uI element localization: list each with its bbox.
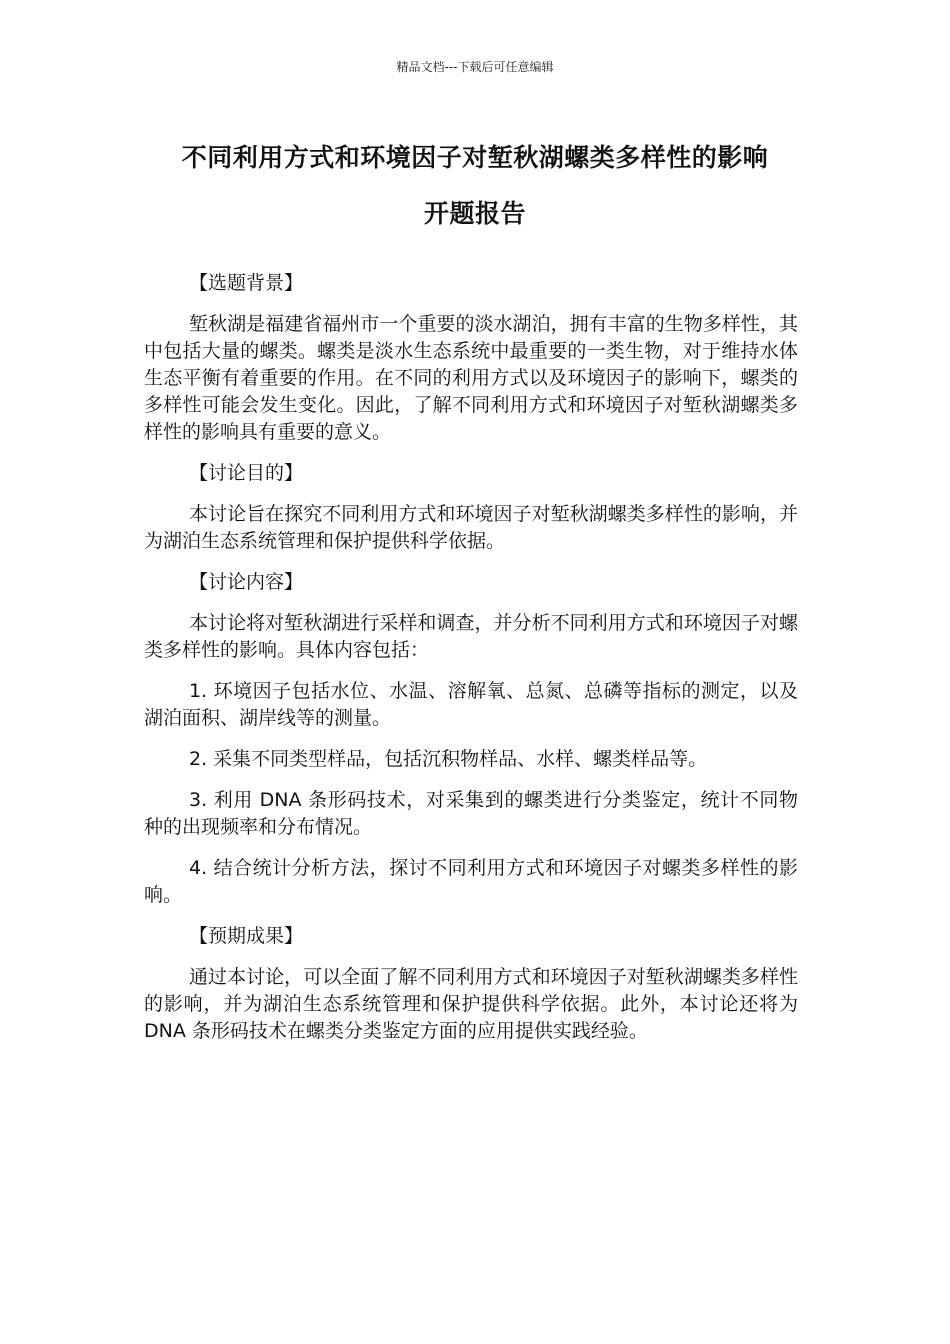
- list-item: 2. 采集不同类型样品，包括沉积物样品、水样、螺类样品等。: [189, 748, 708, 770]
- list-item: 4. 结合统计分析方法，探讨不同利用方式和环境因子对螺类多样性的影响。: [144, 857, 798, 906]
- section-heading-expected: 【预期成果】: [189, 925, 304, 947]
- section-heading-content: 【讨论内容】: [189, 571, 304, 593]
- paragraph-content-intro: 本讨论将对堑秋湖进行采样和调查，并分析不同利用方式和环境因子对螺类多样性的影响。具体内容包括：: [144, 612, 798, 661]
- document-body: [144, 270, 798, 1045]
- paragraph-background: 堑秋湖是福建省福州市一个重要的淡水湖泊，拥有丰富的生物多样性，其中包括大量的螺类。螺类是淡水生态系统中最重要的一类生物，对于维持水体生态平衡有着重要的作用。在不同的利用方式以及环境因子的影响下，螺类的多样性可能会发生变化。因此，了解不同利用方式和环境因子对堑秋湖螺类多样性的影响具有重要的意义。: [144, 313, 798, 443]
- document-title-line-1: 不同利用方式和环境因子对堑秋湖螺类多样性的影响: [181, 143, 769, 172]
- header-note: 精品文档---下载后可任意编辑: [396, 60, 554, 74]
- list-item: 1. 环境因子包括水位、水温、溶解氧、总氮、总磷等指标的测定，以及湖泊面积、湖岸线等的测量。: [144, 680, 798, 729]
- paragraph-expected: 通过本讨论，可以全面了解不同利用方式和环境因子对堑秋湖螺类多样性的影响，并为湖泊生态系统管理和保护提供科学依据。此外，本讨论还将为 DNA 条形码技术在螺类分类鉴定方面的应用提供实践经验。: [144, 966, 798, 1042]
- list-item: 3. 利用 DNA 条形码技术，对采集到的螺类进行分类鉴定，统计不同物种的出现频率和分布情况。: [144, 789, 798, 838]
- section-heading-purpose: 【讨论目的】: [189, 462, 304, 484]
- document-title-line-2: 开题报告: [423, 199, 526, 228]
- section-heading-background: 【选题背景】: [189, 272, 304, 294]
- paragraph-purpose: 本讨论旨在探究不同利用方式和环境因子对堑秋湖螺类多样性的影响，并为湖泊生态系统管理和保护提供科学依据。: [144, 503, 798, 552]
